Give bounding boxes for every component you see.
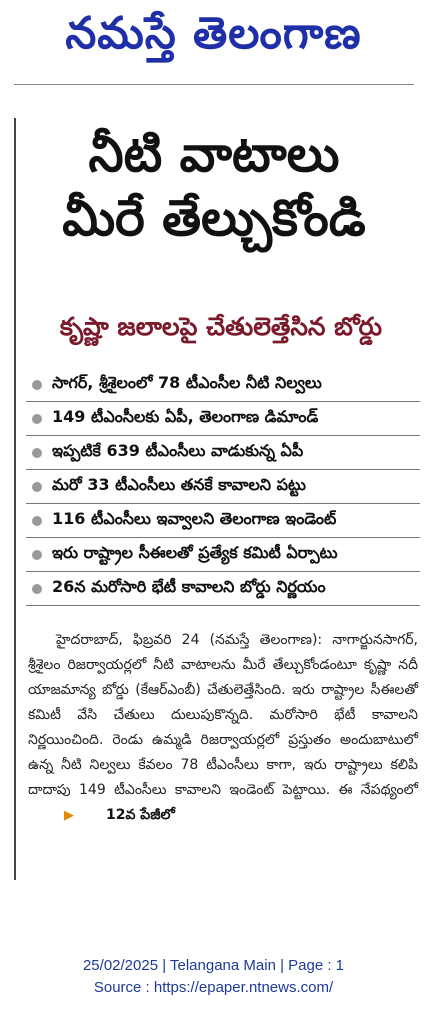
bullet-icon	[32, 380, 42, 390]
continued-on-page-link[interactable]: ▶ 12వ పేజీలో	[36, 803, 175, 828]
headline-line-2: మీరే తేల్చుకోండి	[62, 189, 366, 247]
masthead-divider	[14, 84, 414, 85]
article-body	[28, 628, 418, 828]
bullet-icon	[32, 550, 42, 560]
bullet-icon	[32, 448, 42, 458]
bullet-icon	[32, 516, 42, 526]
subheadline: కృష్ణా జలాలపై చేతులెత్తేసిన బోర్డు	[59, 312, 383, 341]
article-paragraph: హైదరాబాద్, ఫిబ్రవరి 24 (నమస్తే తెలంగాణ): నాగార్జునసాగర్, శ్రీశైలం రిజర్వాయర్లలో నీటి వాటాలను మీరే తేల్చుకోండంటూ కృష్ణా నదీ యాజమాన్య బోర్డు (కేఆర్‌ఎంబీ) చేతులెత్తేసింది. ఇరు రాష్ట్రాల సీఈలతో కమిటీ వేసి చేతులు దులుపుకొన్నది. మరోసారి భేటీ కావాలని నిర్ణయించింది. రెండు ఉమ్మడి రిజర్వాయర్లలో ప్రస్తుతం అందుబాటులో ఉన్న నీటి నిల్వలు కేవలం 78 టీఎంసీలు కాగా, ఇరు రాష్ట్రాలు కలిపి దాదాపు 149 టీఎంసీలు కావాలని ఇండెంట్ పెట్టాయి. ఈ నేపథ్యంలో ▶ 12వ పేజీలో	[28, 628, 418, 828]
highlight-item: ఇప్పటికే 639 టీఎంసీలు వాడుకున్న ఏపీ	[26, 436, 420, 470]
highlight-item: 26న మరోసారి భేటీ కావాలని బోర్డు నిర్ణయం	[26, 572, 420, 606]
edition-info: 25/02/2025 | Telangana Main | Page : 1	[82, 957, 345, 974]
bullet-icon	[32, 414, 42, 424]
highlight-item: 116 టీఎంసీలు ఇవ్వాలని తెలంగాణ ఇండెంట్	[26, 504, 420, 538]
newspaper-title: నమస్తే తెలంగాణ	[65, 8, 362, 59]
bullet-icon	[32, 482, 42, 492]
highlight-item: ఇరు రాష్ట్రాల సీఈలతో ప్రత్యేక కమిటీ ఏర్పాటు	[26, 538, 420, 572]
highlight-item: సాగర్, శ్రీశైలంలో 78 టీఎంసీల నీటి నిల్వలు	[26, 368, 420, 402]
page-footer	[0, 955, 427, 999]
highlight-item: 149 టీఎంసీలకు ఏపీ, తెలంగాణ డిమాండ్	[26, 402, 420, 436]
masthead	[0, 0, 427, 78]
headline	[14, 122, 414, 250]
headline-line-1: నీటి వాటాలు	[88, 125, 340, 183]
bullet-icon	[32, 584, 42, 594]
arrow-right-icon: ▶	[64, 808, 74, 823]
highlight-item: మరో 33 టీఎంసీలు తనకే కావాలని పట్టు	[26, 470, 420, 504]
highlights-list	[26, 368, 420, 606]
source-link[interactable]: Source : https://epaper.ntnews.com/	[93, 979, 334, 996]
